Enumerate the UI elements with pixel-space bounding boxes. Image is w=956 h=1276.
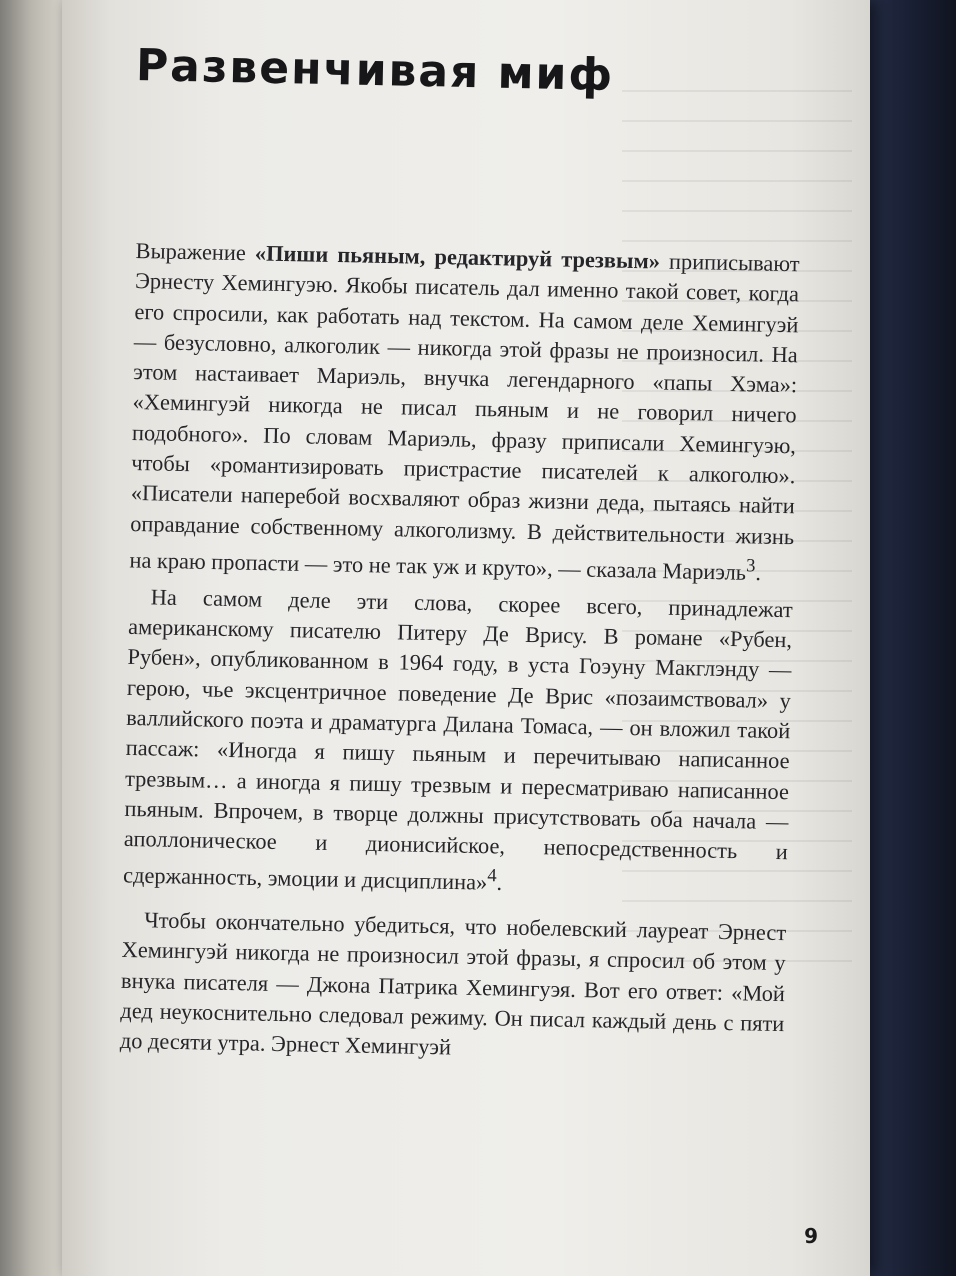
paragraph-3 [120, 905, 787, 1070]
paragraph-1-lead: Выражение [135, 237, 256, 266]
page-content [119, 40, 806, 1060]
footnote-4: 4 [487, 865, 497, 887]
paragraph-2 [123, 582, 793, 905]
page-number: 9 [804, 1224, 818, 1248]
paragraph-1-end: . [755, 559, 762, 586]
paragraph-1-rest: приписывают Эрнесту Хемингуэю. Якобы писатель дал именно такой совет, когда его спросили, как работать над текстом. На самом деле Хемингуэй — безусловно, алкоголик — никогда этой фразы не произносил. На этом настаивает Мариэль, внучка легендарного «папы Хэма»: «Хемингуэй никогда не писал пьяным и не говорил ничего подобного». По словам Мариэль, фразу приписали Хемингуэю, чтобы «романтизировать пристрастие писателей к алкоголю». «Писатели наперебой восхваляют образ жизни деда, пытаясь найти оправдание собственному алкоголизму. В действительности жизнь на краю пропасти — это не так уж и круто», — сказала Мариэль [129, 248, 800, 585]
body-text [120, 236, 800, 1070]
paragraph-1 [129, 236, 800, 589]
chapter-title: Развенчивая миф [135, 40, 615, 102]
paragraph-1-quote: «Пиши пьяным, редактируй трезвым» [254, 240, 661, 274]
footnote-3: 3 [745, 555, 756, 577]
book-page [62, 0, 870, 1276]
paragraph-2-text: На самом деле эти слова, скорее всего, принадлежат американскому писателю Питеру Де Врису. В романе «Рубен, Рубен», опубликованном в 1964 году, в уста Гоэуну Макглэнду — герою, чье эксцентричное поведение Де Врис «позаимствовал» у валлийского поэта и драматурга Дилана Томаса, — он вложил такой пассаж: «Иногда я пишу пьяным и перечитываю написанное трезвым… а иногда я пишу трезвым и пересматриваю написанное пьяным. Впрочем, в творце должны присутствовать оба начала — аполлоническое и дионисийское, непосредственность и сдержанность, эмоции и дисциплина» [122, 584, 793, 896]
paragraph-2-end: . [496, 870, 503, 896]
paragraph-3-text: Чтобы окончательно убедиться, что нобелевский лауреат Эрнест Хемингуэй никогда не произносил этой фразы, я спросил об этом у внука писателя — Джона Патрика Хемингуэя. Вот его ответ: «Мой дед неукоснительно следовал режиму. Он писал каждый день с пяти до десяти утра. Эрнест Хемингуэй [119, 907, 787, 1060]
